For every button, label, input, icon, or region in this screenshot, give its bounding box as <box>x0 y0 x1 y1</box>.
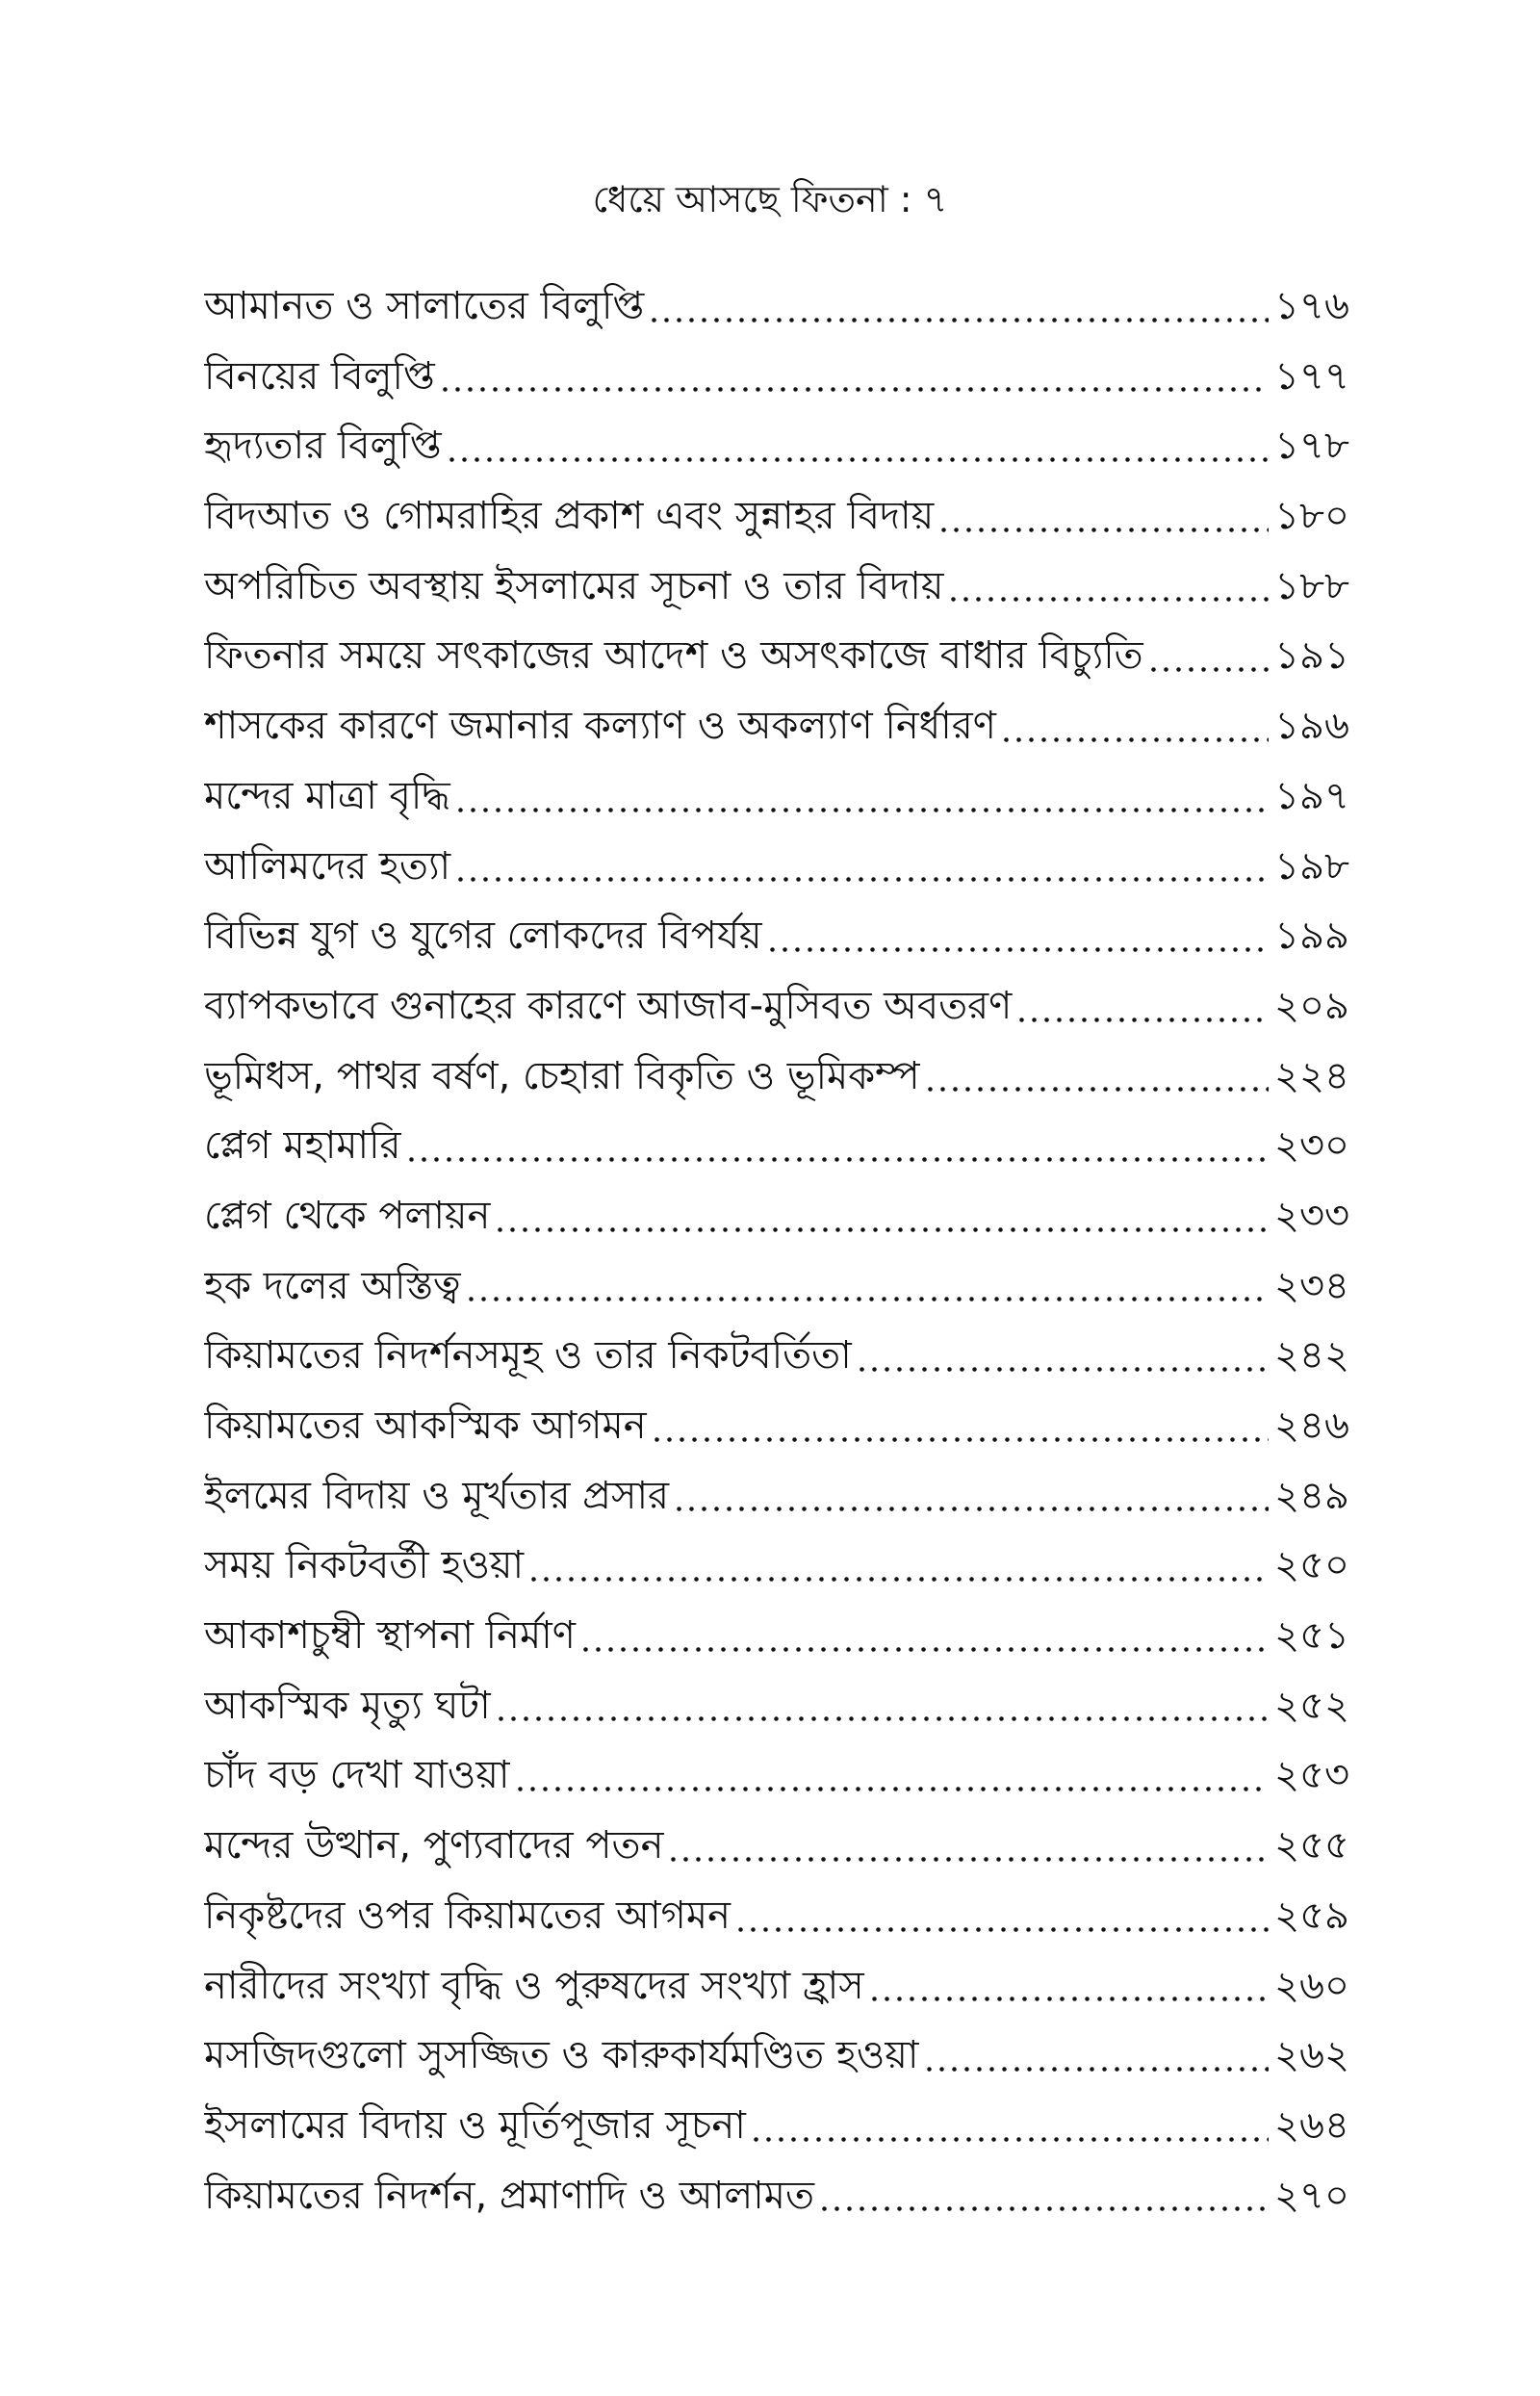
toc-entry-page: ১৭৬ <box>1274 284 1349 328</box>
dot-leader <box>446 457 1269 462</box>
toc-entry <box>204 411 1349 481</box>
toc-entry <box>204 691 1349 761</box>
toc-entry-page: ২২৪ <box>1274 1053 1349 1098</box>
dot-leader <box>1147 667 1269 672</box>
toc-entry <box>204 552 1349 622</box>
toc-entry <box>204 1321 1349 1391</box>
dot-leader <box>465 1297 1269 1301</box>
toc-entry <box>204 1181 1349 1251</box>
toc-entry-title: বিদআত ও গোমরাহির প্রকাশ এবং সুন্নাহর বিদায় <box>204 494 935 539</box>
toc-entry-title: আকস্মিক মৃত্যু ঘটা <box>204 1683 491 1728</box>
dot-leader <box>750 2137 1269 2142</box>
dot-leader <box>527 1577 1269 1582</box>
toc-entry-page: ১৯৯ <box>1274 914 1349 959</box>
dot-leader <box>494 1227 1269 1232</box>
toc-entry-title: আমানত ও সালাতের বিলুপ্তি <box>204 284 645 328</box>
toc-entry-page: ২৫১ <box>1274 1613 1349 1659</box>
toc-entry-page: ২৬০ <box>1273 1963 1349 2008</box>
toc-entry-title: মন্দের মাত্রা বৃদ্ধি <box>204 773 450 818</box>
toc-entry <box>204 761 1349 832</box>
toc-entry <box>204 1881 1349 1951</box>
toc-entry-title: শাসকের কারণে জমানার কল্যাণ ও অকল্যাণ নির্ধারণ <box>204 704 996 749</box>
toc-entry-title: মসজিদগুলো সুসজ্জিত ও কারুকার্যমণ্ডিত হওয়া <box>204 2033 919 2078</box>
toc-entry-page: ২০৯ <box>1274 983 1349 1028</box>
toc-entry-page: ২৫৯ <box>1274 1893 1349 1938</box>
toc-entry-page: ২৬৪ <box>1274 2102 1349 2148</box>
dot-leader <box>937 528 1269 532</box>
toc-entry <box>204 1671 1349 1741</box>
toc-entry <box>204 2091 1349 2161</box>
toc-entry-title: আলিমদের হত্যা <box>204 843 451 889</box>
toc-entry-page: ২৪৬ <box>1274 1404 1349 1448</box>
dot-leader <box>454 877 1269 882</box>
toc-entry-page: ১৭৮ <box>1274 424 1349 469</box>
toc-entry-page: ২৬২ <box>1273 2033 1349 2078</box>
toc-entry-title: কিয়ামতের আকস্মিক আগমন <box>204 1404 647 1448</box>
dot-leader <box>1015 1018 1269 1022</box>
toc-entry <box>204 1951 1349 2022</box>
toc-entry-title: সময় নিকটবর্তী হওয়া <box>204 1543 525 1588</box>
toc-entry-title: প্লেগ থেকে পলায়ন <box>204 1193 491 1238</box>
dot-leader <box>766 947 1270 952</box>
dot-leader <box>579 1647 1269 1652</box>
toc-entry-title: প্লেগ মহামারি <box>204 1123 401 1169</box>
toc-entry-page: ১৯৮ <box>1274 843 1349 889</box>
toc-entry-title: ইলমের বিদায় ও মূর্খতার প্রসার <box>204 1473 670 1518</box>
toc-entry <box>204 1111 1349 1181</box>
toc-entry-title: হক দলের অস্তিত্ব <box>204 1263 461 1308</box>
toc-entry-page: ২৫০ <box>1274 1543 1349 1588</box>
toc-entry-title: ইসলামের বিদায় ও মূর্তিপূজার সূচনা <box>204 2102 746 2148</box>
dot-leader <box>514 1787 1269 1791</box>
dot-leader <box>405 1157 1269 1162</box>
toc-entry <box>204 901 1349 971</box>
toc-entry <box>204 621 1349 691</box>
toc-entry-title: নারীদের সংখ্যা বৃদ্ধি ও পুরুষদের সংখ্যা হ্রাস <box>204 1963 864 2008</box>
toc-entry-page: ১৯৬ <box>1274 704 1349 749</box>
dot-leader <box>673 1507 1269 1511</box>
table-of-contents <box>204 271 1349 2230</box>
dot-leader <box>923 2067 1269 2072</box>
running-header: ধেয়ে আসছে ফিতনা : ৭ <box>592 178 948 220</box>
toc-entry-title: বিনয়ের বিলুপ্তি <box>204 353 435 399</box>
toc-entry <box>204 2161 1349 2231</box>
toc-entry-page: ২৫২ <box>1274 1683 1349 1728</box>
dot-leader <box>1000 737 1269 742</box>
toc-entry <box>204 1740 1349 1811</box>
toc-entry-title: কিয়ামতের নিদর্শন, প্রমাণাদি ও আলামত <box>204 2173 814 2218</box>
dot-leader <box>947 597 1269 602</box>
toc-entry-page: ২৫৫ <box>1274 1823 1349 1868</box>
toc-entry-title: চাঁদ বড় দেখা যাওয়া <box>204 1753 510 1798</box>
toc-entry-page: ২৪২ <box>1274 1333 1349 1378</box>
dot-leader <box>856 1367 1269 1372</box>
toc-entry-title: আকাশচুম্বী স্থাপনা নির্মাণ <box>204 1613 576 1659</box>
toc-entry-page: ১৮৮ <box>1274 563 1349 608</box>
toc-entry-page: ১৯১ <box>1274 633 1349 679</box>
toc-entry <box>204 271 1349 342</box>
toc-entry <box>204 1461 1349 1532</box>
toc-entry-page: ২৫৩ <box>1274 1753 1349 1798</box>
toc-entry-title: কিয়ামতের নিদর্শনসমূহ ও তার নিকটবর্তিতা <box>204 1333 852 1378</box>
dot-leader <box>651 1437 1269 1442</box>
toc-entry-title: ভূমিধস, পাথর বর্ষণ, চেহারা বিকৃতি ও ভূমিকম্প <box>204 1053 920 1098</box>
toc-entry-title: মন্দের উত্থান, পুণ্যবাদের পতন <box>204 1823 664 1868</box>
dot-leader <box>454 808 1269 812</box>
toc-entry-title: নিকৃষ্টদের ওপর কিয়ামতের আগমন <box>204 1893 731 1938</box>
toc-entry-title: হৃদ্যতার বিলুপ্তি <box>204 424 442 469</box>
dot-leader <box>868 1997 1269 2001</box>
toc-entry-title: ফিতনার সময়ে সৎকাজের আদেশ ও অসৎকাজে বাধার বিচ্যুতি <box>204 633 1143 679</box>
toc-entry-title: বিভিন্ন যুগ ও যুগের লোকদের বিপর্যয় <box>204 914 762 959</box>
toc-entry-page: ২৪৯ <box>1274 1473 1349 1518</box>
toc-entry <box>204 1251 1349 1322</box>
toc-entry-page: ২৩৩ <box>1273 1193 1349 1238</box>
dot-leader <box>667 1857 1269 1862</box>
toc-entry <box>204 971 1349 1042</box>
toc-entry <box>204 481 1349 552</box>
toc-entry <box>204 342 1349 412</box>
toc-entry-page: ১৮০ <box>1274 494 1349 539</box>
dot-leader <box>648 318 1269 322</box>
toc-entry <box>204 1531 1349 1601</box>
dot-leader <box>439 387 1269 392</box>
toc-entry-title: অপরিচিত অবস্থায় ইসলামের সূচনা ও তার বিদায় <box>204 563 944 608</box>
toc-entry <box>204 1042 1349 1112</box>
toc-entry-page: ১৯৭ <box>1274 773 1349 818</box>
toc-entry <box>204 1811 1349 1881</box>
toc-entry <box>204 1601 1349 1671</box>
toc-entry <box>204 832 1349 902</box>
toc-entry-title: ব্যাপকভাবে গুনাহের কারণে আজাব-মুসিবত অবতরণ <box>204 983 1013 1028</box>
toc-entry <box>204 1391 1349 1461</box>
toc-entry-page: ১৭৭ <box>1274 353 1349 399</box>
toc-entry <box>204 2021 1349 2091</box>
dot-leader <box>734 1927 1269 1932</box>
dot-leader <box>924 1087 1269 1092</box>
toc-entry-page: ২৭০ <box>1273 2173 1349 2218</box>
toc-entry-page: ২৩৪ <box>1274 1263 1349 1308</box>
dot-leader <box>495 1716 1269 1721</box>
toc-entry-page: ২৩০ <box>1273 1123 1349 1169</box>
dot-leader <box>818 2206 1269 2211</box>
